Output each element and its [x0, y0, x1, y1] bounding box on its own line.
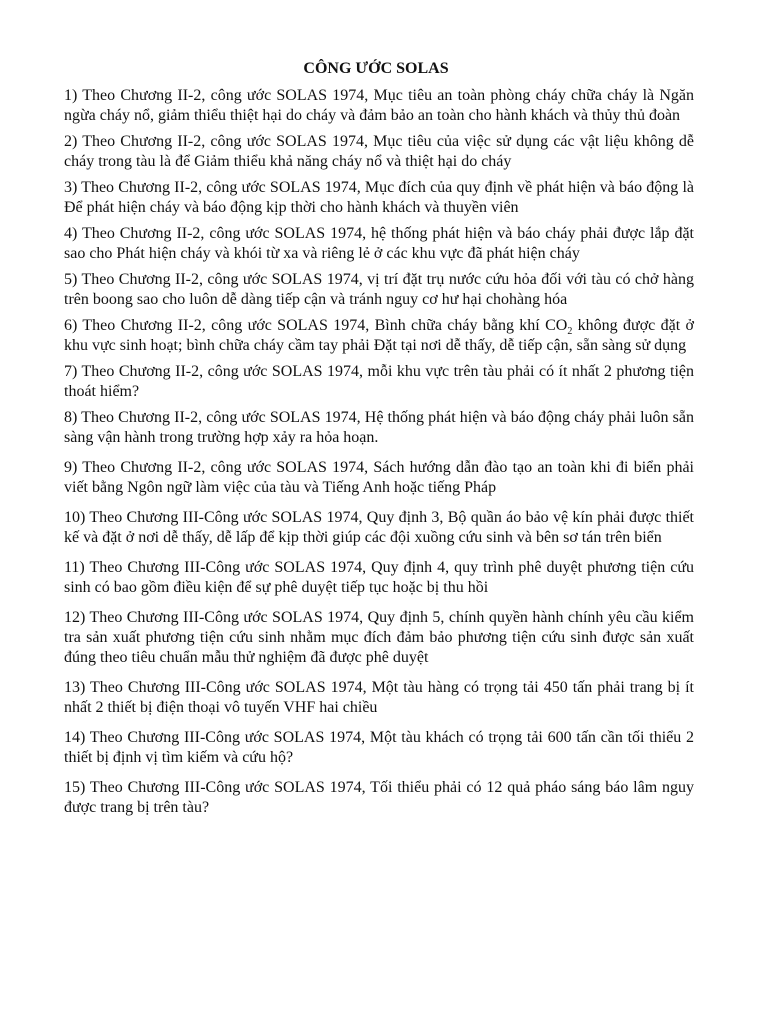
list-item: 13) Theo Chương III-Công ước SOLAS 1974, Một tàu hàng có trọng tải 450 tấn phải trang bị ít nhất 2 thiết bị điện thoại vô tuyến VHF hai chiều [64, 679, 694, 716]
list-item: 11) Theo Chương III-Công ước SOLAS 1974, Quy định 4, quy trình phê duyệt phương tiện cứu sinh có bao gồm điều kiện để sự phê duyệt tiếp tục hoặc bị thu hồi [64, 559, 694, 596]
list-item-text: 6) Theo Chương II-2, công ước SOLAS 1974, Bình chữa cháy bằng khí CO [64, 317, 568, 334]
list-item: 4) Theo Chương II-2, công ước SOLAS 1974, hệ thống phát hiện và báo cháy phải được lắp đặt sao cho Phát hiện cháy và khói từ xa và riêng lẻ ở các khu vực đã phát hiện cháy [64, 225, 694, 262]
list-item: 15) Theo Chương III-Công ước SOLAS 1974, Tối thiểu phải có 12 quả pháo sáng báo lâm nguy được trang bị trên tàu? [64, 779, 694, 816]
subscript: 2 [567, 326, 573, 338]
list-item: 7) Theo Chương II-2, công ước SOLAS 1974, mỗi khu vực trên tàu phải có ít nhất 2 phương tiện thoát hiểm? [64, 363, 694, 400]
list-item [64, 316, 694, 356]
list-item: 14) Theo Chương III-Công ước SOLAS 1974, Một tàu khách có trọng tải 600 tấn cần tối thiểu 2 thiết bị định vị tìm kiếm và cứu hộ? [64, 729, 694, 766]
list-item: 12) Theo Chương III-Công ước SOLAS 1974, Quy định 5, chính quyền hành chính yêu cầu kiểm tra sản xuất phương tiện cứu sinh nhằm mục đích đảm bảo phương tiện cứu sinh được sản xuất đúng theo tiêu chuẩn mẫu thử nghiệm đã được phê duyệt [64, 609, 694, 666]
list-item: 1) Theo Chương II-2, công ước SOLAS 1974, Mục tiêu an toàn phòng cháy chữa cháy là Ngăn ngừa cháy nổ, giảm thiểu thiệt hại do cháy và đảm bảo an toàn cho hành khách và thủy thủ đoàn [64, 87, 694, 124]
list-item: 8) Theo Chương II-2, công ước SOLAS 1974, Hệ thống phát hiện và báo động cháy phải luôn sẵn sàng vận hành trong trường hợp xảy ra hỏa hoạn. [64, 409, 694, 446]
page-title: CÔNG ƯỚC SOLAS [303, 60, 449, 77]
list-item-text: không được đặt ở khu vực sinh hoạt; bình chữa cháy cầm tay phải Đặt tại nơi dễ thấy, dễ tiếp cận, sẵn sàng sử dụng [64, 317, 694, 354]
list-item: 9) Theo Chương II-2, công ước SOLAS 1974, Sách hướng dẫn đào tạo an toàn khi đi biển phải viết bằng Ngôn ngữ làm việc của tàu và Tiếng Anh hoặc tiếng Pháp [64, 459, 694, 496]
list-item: 5) Theo Chương II-2, công ước SOLAS 1974, vị trí đặt trụ nước cứu hỏa đối với tàu có chở hàng trên boong sao cho luôn dễ dàng tiếp cận và tránh nguy cơ hư hại chohàng hóa [64, 271, 694, 308]
list-item: 10) Theo Chương III-Công ước SOLAS 1974, Quy định 3, Bộ quần áo bảo vệ kín phải được thiết kế và đặt ở nơi dễ thấy, dễ lấp để kịp thời giúp các đội xuồng cứu sinh và bên sơ tán trên biển [64, 509, 694, 546]
list-item: 2) Theo Chương II-2, công ước SOLAS 1974, Mục tiêu của việc sử dụng các vật liệu không dễ cháy trong tàu là để Giảm thiểu khả năng cháy nổ và thiệt hại do cháy [64, 133, 694, 170]
document-page [64, 58, 694, 824]
list-item: 3) Theo Chương II-2, công ước SOLAS 1974, Mục đích của quy định về phát hiện và báo động là Để phát hiện cháy và báo động kịp thời cho hành khách và thuyền viên [64, 179, 694, 216]
